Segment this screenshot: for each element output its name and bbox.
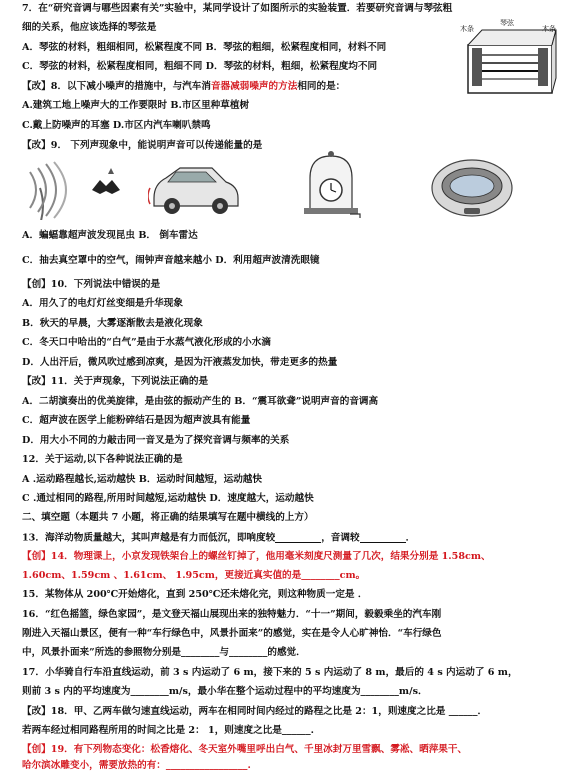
text-line-mid: ，音调较 xyxy=(321,532,360,544)
text-line-content: 16．“红色摇篮，绿色家园”，是文登天福山展现出来的独特魅力．“十一”期间，毅毅乘坐的汽车刚 xyxy=(22,609,442,620)
text-line-content: C．超声波在医学上能粉碎结石是因为超声波具有能量 xyxy=(22,415,251,426)
text-line-content: 刚进入天福山景区，便有一种“车行绿色中，风景扑面来”的感觉，实在是令人心旷神怡．“车行绿色 xyxy=(22,628,442,639)
text-line-content: 1.60cm、1.59cm 、1.61cm、 1.95cm，更接近真实值的是________cm。 xyxy=(22,570,366,581)
text-line xyxy=(22,43,386,53)
text-line-content: B．秋天的早晨，大雾逐渐散去是液化现象 xyxy=(22,318,203,329)
text-line-content: 15．某物体从 200℃开始熔化，直到 250℃还未熔化完，则这种物质一定是 ． xyxy=(22,589,368,600)
answer-blank[interactable] xyxy=(360,533,406,543)
text-line xyxy=(22,629,442,639)
text-line-content: D．用大小不同的力敲击同一音叉是为了探究音调与频率的关系 xyxy=(22,435,290,446)
text-line xyxy=(22,590,367,600)
answer-blank[interactable] xyxy=(275,533,321,543)
fig-label-middle: 琴弦 xyxy=(500,19,514,27)
text-line-content: C．琴弦的材料，松紧程度相同，粗细不同 D．琴弦的材料，粗细，松紧程度均不同 xyxy=(22,61,378,72)
text-line xyxy=(22,436,289,446)
text-line-content: C.戴上防噪声的耳塞 D.市区内汽车喇叭禁鸣 xyxy=(22,120,211,131)
text-line xyxy=(22,745,467,755)
text-line-content: 【创】19．有下列物态变化：松香熔化、冬天室外嘴里呼出白气、千里冰封万里雪飘、雾凇、晒萍果干、 xyxy=(22,744,468,755)
text-line xyxy=(22,62,377,72)
text-line xyxy=(22,231,198,241)
text-line-pre: 【改】8．以下减小噪声的措施中，与汽车消 xyxy=(22,81,211,92)
text-line-content: C .通过相同的路程,所用时间越短,运动越快 D．速度越大，运动越快 xyxy=(22,493,314,504)
text-line xyxy=(22,552,491,562)
text-line xyxy=(22,494,314,504)
text-line xyxy=(22,4,452,14)
text-line-content: 12．关于运动,以下各种说法正确的是 xyxy=(22,454,183,465)
text-line-content: 【创】14．物理课上，小京发现铁架台上的螺丝钉掉了，他用毫米刻度尺测量了几次，结果分别是 1.58cm、 xyxy=(22,551,491,562)
text-line xyxy=(22,416,250,426)
text-line xyxy=(22,299,183,309)
guitar-strings-box-icon xyxy=(460,20,560,100)
text-line xyxy=(22,726,314,736)
text-line-content: 17．小华骑自行车沿直线运动，前 3 s 内运动了 6 m，接下来的 5 s 内运动了 8 m，最后的 4 s 内运动了 6 m， xyxy=(22,667,518,678)
text-line-content: 细的关系，他应该选择的琴弦是 xyxy=(22,22,157,33)
text-line xyxy=(22,687,428,697)
text-line xyxy=(22,23,156,33)
text-line xyxy=(22,533,415,543)
text-line xyxy=(22,761,251,771)
text-line-highlight: 音器减弱噪声的方法 xyxy=(210,81,298,92)
text-line xyxy=(22,101,249,111)
text-line xyxy=(22,338,271,348)
text-line xyxy=(22,648,306,658)
text-line-content: 7．在“研究音调与哪些因素有关”实验中，某同学设计了如图所示的实验装置．若要研究音调与琴弦粗 xyxy=(22,3,453,14)
fig-label-right: 木条 xyxy=(542,25,556,33)
text-line xyxy=(22,475,262,485)
text-line-content: 则前 3 s 内的平均速度为________m/s，最小华在整个运动过程中的平均速度为________m/s． xyxy=(22,686,428,697)
text-line xyxy=(22,513,314,523)
ultrasonic-cleaner-icon xyxy=(430,156,515,220)
text-line xyxy=(22,668,518,678)
text-line xyxy=(22,707,487,717)
text-line xyxy=(22,397,378,407)
bat-icon xyxy=(22,160,132,220)
text-line-content: C．抽去真空罩中的空气，闹钟声音越来越小 D．利用超声波清洗眼镜 xyxy=(22,255,320,266)
text-line-content: 若两车经过相同路程所用的时间之比是 2： 1，则速度之比是______. xyxy=(22,725,314,736)
car-reversing-icon xyxy=(148,158,243,220)
fig-label-left: 木条 xyxy=(460,25,474,33)
text-line xyxy=(22,256,320,266)
text-line xyxy=(22,571,365,581)
text-line xyxy=(22,358,337,368)
text-line xyxy=(22,121,211,131)
text-line-content: A．蝙蝠靠超声波发现昆虫 B． 倒车雷达 xyxy=(22,230,198,241)
text-line-content: 中，风景扑面来”所选的参照物分别是________与________的感觉． xyxy=(22,647,306,658)
alarm-clock-bell-jar-icon xyxy=(300,150,362,220)
text-line xyxy=(22,319,203,329)
text-line-content: A．二胡演奏出的优美旋律，是由弦的振动产生的 B．“震耳欲聋”说明声音的音调高 xyxy=(22,396,379,407)
text-line-content: A .运动路程越长,运动越快 B．运动时间越短，运动越快 xyxy=(22,474,262,485)
text-line xyxy=(22,280,160,290)
text-line-content: 哈尔滨冰雕变小，需要放热的有：_________________. xyxy=(22,760,251,771)
text-line xyxy=(22,82,345,92)
text-line-content: 【改】11．关于声现象，下列说法正确的是 xyxy=(22,376,209,387)
text-line-pre: 13．海洋动物质量越大，其叫声越是有力而低沉，即响度较 xyxy=(22,532,276,544)
text-line-content: 【改】18．甲、乙两车做匀速直线运动，两车在相同时间内经过的路程之比是 2：1，则速度之比是 ______． xyxy=(22,706,488,717)
text-line-content: C．冬天口中哈出的“白气”是由于水蒸气液化形成的小水滴 xyxy=(22,337,271,348)
text-line-content: A．琴弦的材料，粗细相同，松紧程度不同 B．琴弦的粗细，松紧程度相同，材料不同 xyxy=(22,42,387,53)
text-line-content: D．人出汗后，微风吹过感到凉爽，是因为汗液蒸发加快，带走更多的热量 xyxy=(22,357,338,368)
text-line-post: ． xyxy=(405,532,416,544)
text-line xyxy=(22,377,208,387)
text-line-content: 二、填空题（本题共 7 小题，将正确的结果填写在题中横线的上方） xyxy=(22,512,314,523)
text-line-content: A.建筑工地上噪声大的工作要限时 B.市区里种草植树 xyxy=(22,100,250,111)
text-line-content: 【改】9． 下列声现象中，能说明声音可以传递能量的是 xyxy=(22,140,263,151)
text-line xyxy=(22,455,183,465)
text-line xyxy=(22,141,262,151)
text-line-content: 【创】10．下列说法中错误的是 xyxy=(22,279,161,290)
text-line-post: 相同的是： xyxy=(297,81,346,92)
text-line-content: A．用久了的电灯灯丝变细是升华现象 xyxy=(22,298,183,309)
text-line xyxy=(22,610,441,620)
